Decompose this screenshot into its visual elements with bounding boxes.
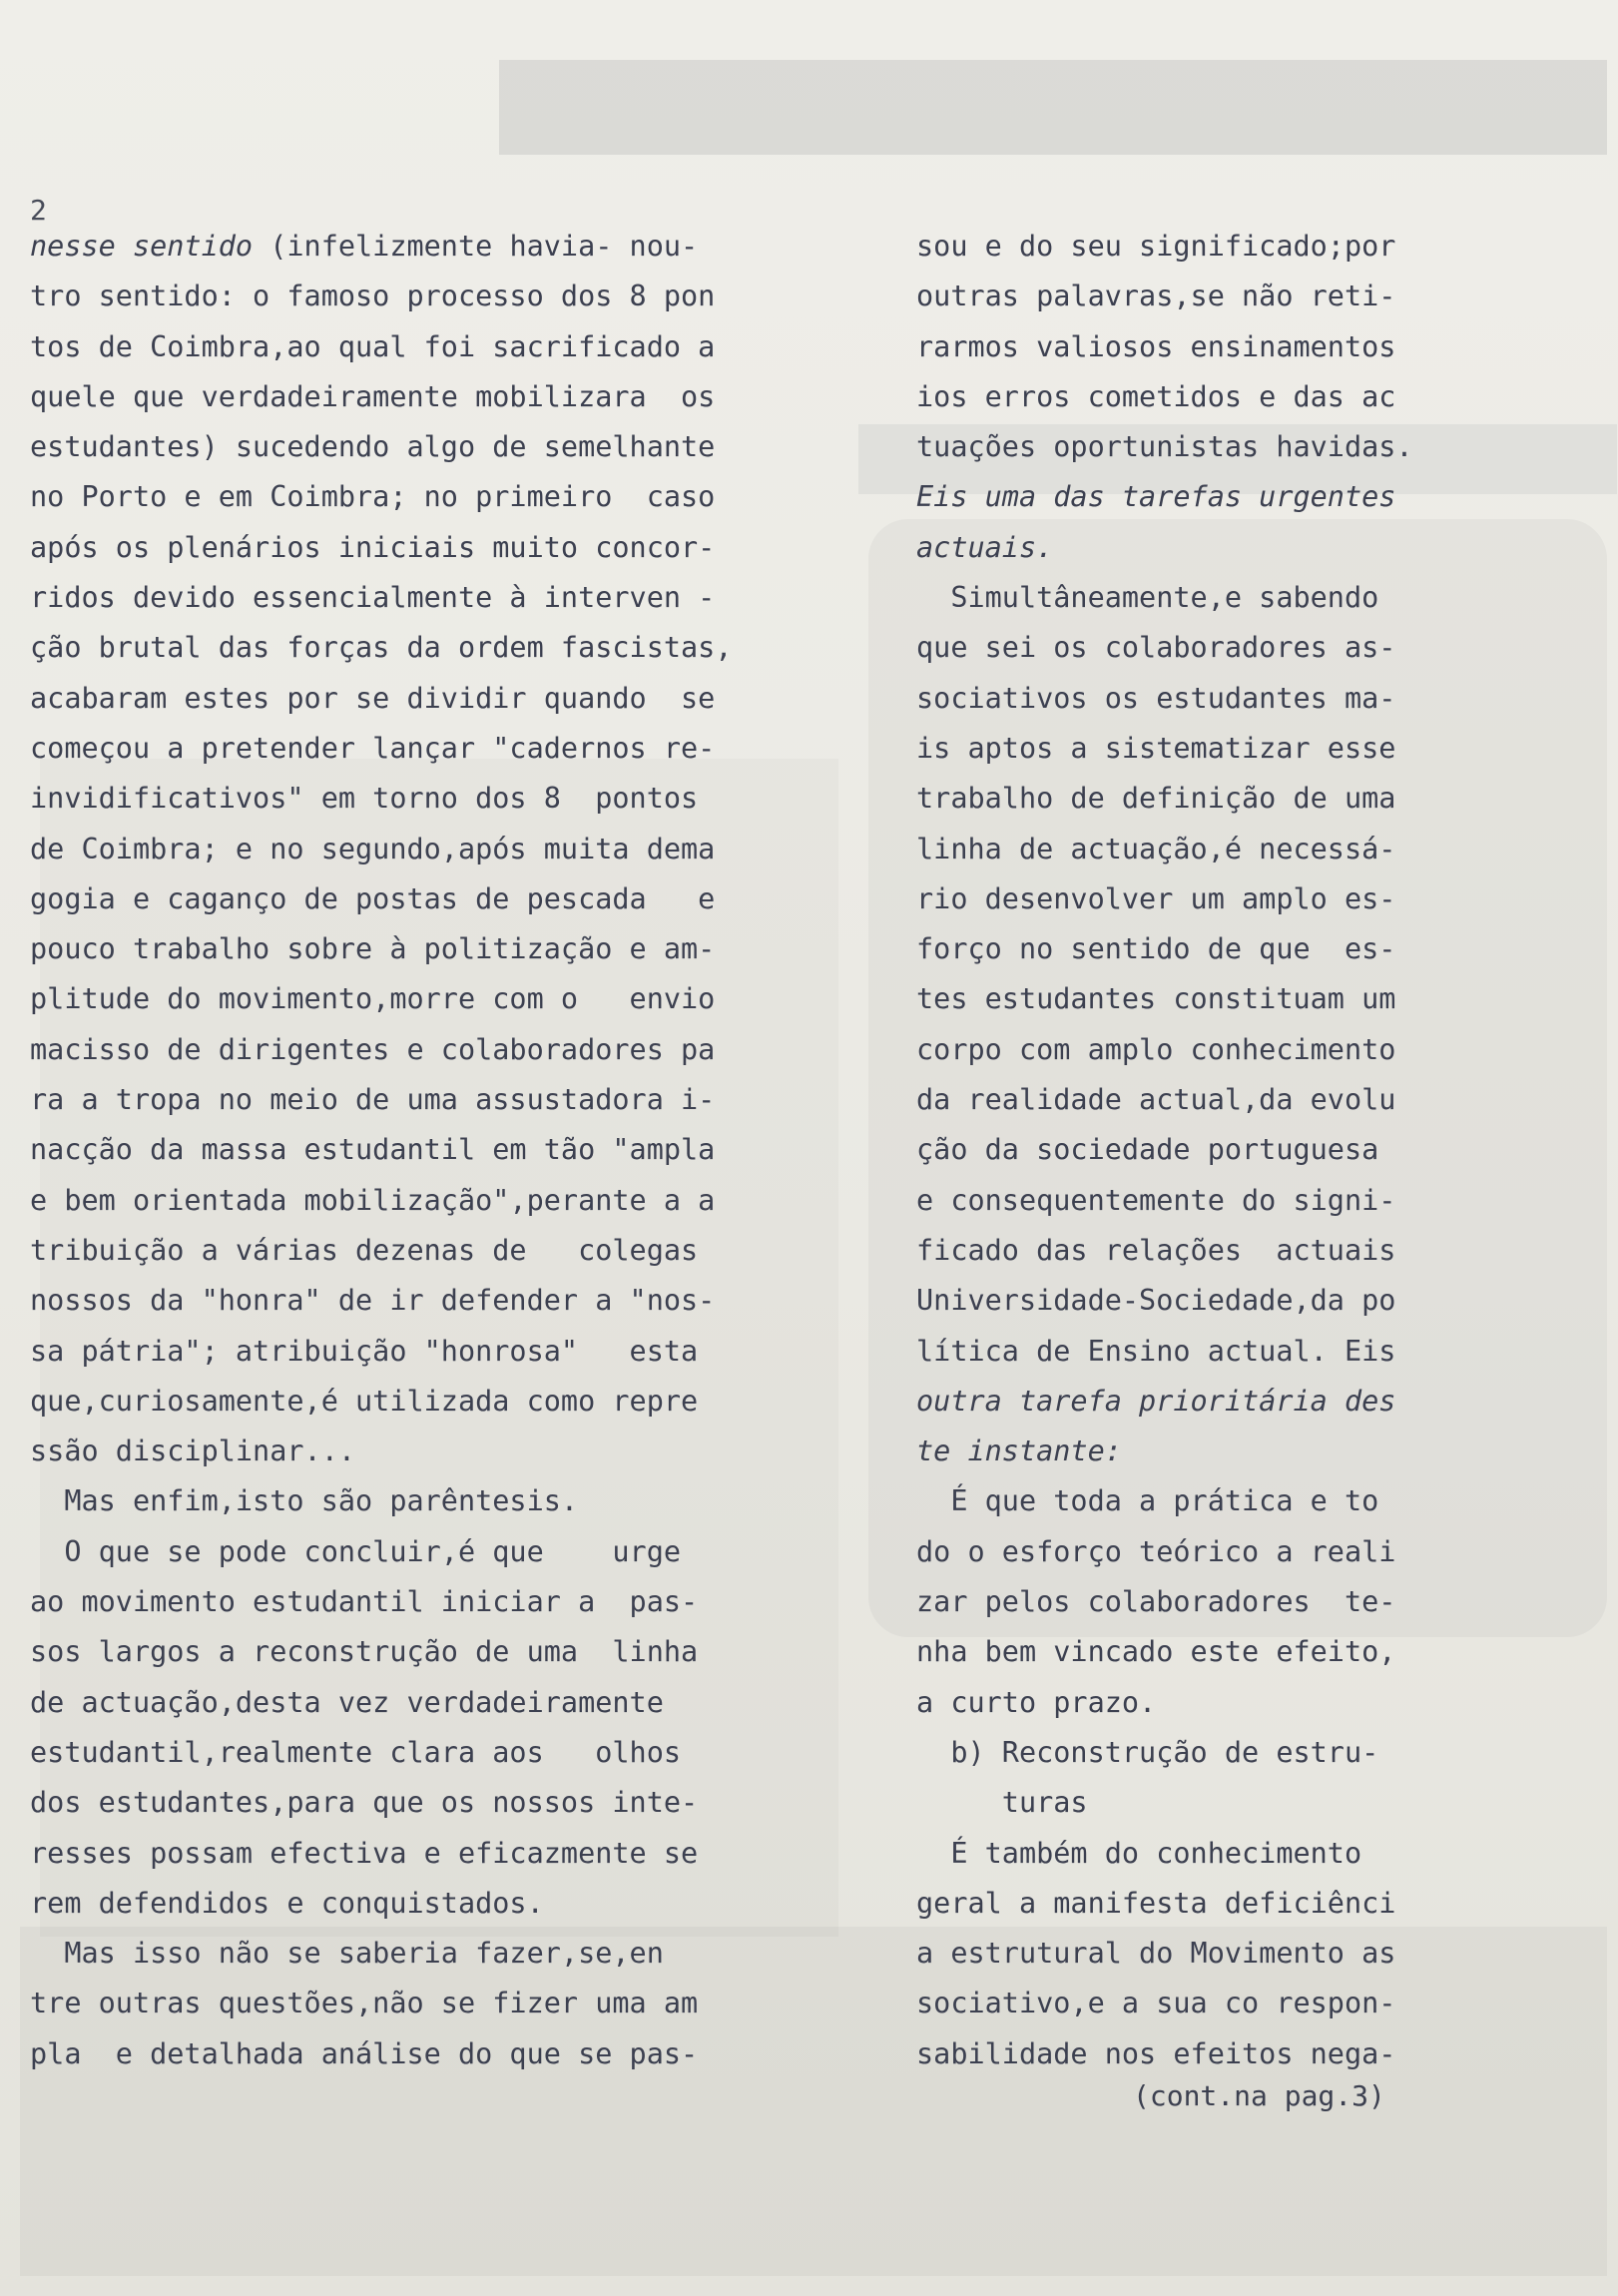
text-line: O que se pode concluir,é que urge (30, 1534, 682, 1568)
text-line: b) Reconstrução de estru- (916, 1735, 1379, 1769)
text-line: Mas isso não se saberia fazer,se,en (30, 1937, 664, 1971)
text-line: outra tarefa prioritária des (916, 1384, 1396, 1418)
text-line: que sei os colaboradores as- (916, 631, 1396, 665)
text-line: gogia e caganço de postas de pescada e (30, 881, 716, 915)
text-line: ridos devido essencialmente à interven - (30, 581, 716, 615)
text-line: turas (916, 1786, 1088, 1820)
text-line: de Coimbra; e no segundo,após muita dema (30, 832, 716, 865)
text-line: sociativo,e a sua co respon- (916, 1987, 1396, 2020)
text-line: ssão disciplinar... (30, 1435, 356, 1468)
text-line: tuações oportunistas havidas. (916, 430, 1413, 464)
text-line: da realidade actual,da evolu (916, 1083, 1396, 1117)
text-line: tro sentido: o famoso processo dos 8 pon (30, 280, 716, 313)
text-line: acabaram estes por se dividir quando se (30, 681, 716, 715)
text-line: actuais. (916, 530, 1054, 564)
text-line: te instante: (916, 1435, 1122, 1468)
text-line: após os plenários iniciais muito concor- (30, 530, 716, 564)
text-line: pouco trabalho sobre à politização e am- (30, 932, 716, 966)
text-line: no Porto e em Coimbra; no primeiro caso (30, 480, 716, 514)
italic-phrase: nesse sentido (30, 230, 254, 263)
continuation-note: (cont.na pag.3) (1133, 2079, 1385, 2112)
text-line: sos largos a reconstrução de uma linha (30, 1635, 699, 1669)
text-line: trabalho de definição de uma (916, 782, 1396, 816)
text-line: É que toda a prática e to (916, 1484, 1379, 1518)
text-line: Universidade-Sociedade,da po (916, 1284, 1396, 1318)
text-line: ao movimento estudantil iniciar a pas- (30, 1585, 699, 1619)
text-line: dos estudantes,para que os nossos inte- (30, 1786, 699, 1820)
right-text-column (916, 222, 1605, 2079)
text-line: sabilidade nos efeitos nega- (916, 2036, 1396, 2070)
text-run: (infelizmente havia- nou- (253, 230, 699, 263)
text-line: ção brutal das forças da ordem fascistas, (30, 631, 733, 665)
text-line: outras palavras,se não reti- (916, 280, 1396, 313)
text-line: invidificativos" em torno dos 8 pontos (30, 782, 699, 816)
text-line: do o esforço teórico a reali (916, 1534, 1396, 1568)
text-line: Eis uma das tarefas urgentes (916, 480, 1396, 514)
left-text-column (30, 222, 848, 2079)
text-line (30, 222, 848, 272)
text-line: É também do conhecimento (916, 1836, 1362, 1870)
text-line: macisso de dirigentes e colaboradores pa (30, 1032, 716, 1066)
text-line: e bem orientada mobilização",perante a a (30, 1183, 716, 1217)
text-line: Mas enfim,isto são parêntesis. (30, 1484, 579, 1518)
text-line: tos de Coimbra,ao qual foi sacrificado a (30, 329, 716, 363)
text-line: a curto prazo. (916, 1685, 1157, 1719)
text-line: lítica de Ensino actual. Eis (916, 1334, 1396, 1368)
text-line: sociativos os estudantes ma- (916, 681, 1396, 715)
text-line: quele que verdadeiramente mobilizara os (30, 379, 716, 413)
page-number: 2 (30, 194, 47, 227)
text-line: resses possam efectiva e eficazmente se (30, 1836, 699, 1870)
text-line: ios erros cometidos e das ac (916, 379, 1396, 413)
text-line: começou a pretender lançar "cadernos re- (30, 731, 716, 765)
text-line: linha de actuação,é necessá- (916, 832, 1396, 865)
text-line: estudantil,realmente clara aos olhos (30, 1735, 682, 1769)
text-line: nossos da "honra" de ir defender a "nos- (30, 1284, 716, 1318)
text-line: e consequentemente do signi- (916, 1183, 1396, 1217)
text-line: nha bem vincado este efeito, (916, 1635, 1396, 1669)
text-line: rem defendidos e conquistados. (30, 1886, 544, 1920)
text-line: ficado das relações actuais (916, 1233, 1396, 1267)
text-line: pla e detalhada análise do que se pas- (30, 2036, 699, 2070)
text-line: forço no sentido de que es- (916, 932, 1396, 966)
text-line: tribuição a várias dezenas de colegas (30, 1233, 699, 1267)
text-line: sa pátria"; atribuição "honrosa" esta (30, 1334, 699, 1368)
text-line: estudantes) sucedendo algo de semelhante (30, 430, 716, 464)
bleed-through-header-band (499, 60, 1607, 155)
text-line: rio desenvolver um amplo es- (916, 881, 1396, 915)
text-line: tes estudantes constituam um (916, 982, 1396, 1016)
text-line: Simultâneamente,e sabendo (916, 581, 1379, 615)
text-line: de actuação,desta vez verdadeiramente (30, 1685, 664, 1719)
text-line: sou e do seu significado;por (916, 230, 1396, 263)
text-line: zar pelos colaboradores te- (916, 1585, 1396, 1619)
text-line: geral a manifesta deficiênci (916, 1886, 1396, 1920)
text-line: plitude do movimento,morre com o envio (30, 982, 716, 1016)
text-line: nacção da massa estudantil em tão "ampla (30, 1133, 716, 1167)
text-line: tre outras questões,não se fizer uma am (30, 1987, 699, 2020)
text-line: corpo com amplo conhecimento (916, 1032, 1396, 1066)
text-line: is aptos a sistematizar esse (916, 731, 1396, 765)
text-line: rarmos valiosos ensinamentos (916, 329, 1396, 363)
text-line: a estrutural do Movimento as (916, 1937, 1396, 1971)
text-line: que,curiosamente,é utilizada como repre (30, 1384, 699, 1418)
text-line: ra a tropa no meio de uma assustadora i- (30, 1083, 716, 1117)
text-line: ção da sociedade portuguesa (916, 1133, 1379, 1167)
